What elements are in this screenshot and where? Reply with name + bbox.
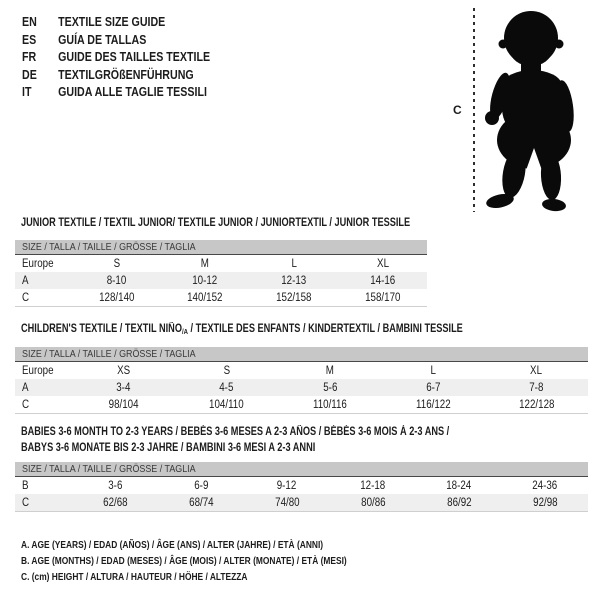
- table-cell: 3-6: [107, 479, 123, 492]
- table-cell: 122/128: [518, 398, 555, 411]
- table-cell: A: [22, 381, 29, 394]
- table-cell: 152/158: [276, 291, 312, 304]
- table-cell: 18-24: [446, 479, 472, 492]
- table-cell: 8-10: [106, 274, 127, 287]
- size-header-bar: [15, 347, 588, 362]
- table-cell: XL: [376, 257, 389, 270]
- size-header-bar: [15, 240, 427, 255]
- table-cell: 86/92: [446, 496, 472, 509]
- table-cell: 10-12: [192, 274, 218, 287]
- table-cell: C: [22, 291, 30, 304]
- babies-heading-line1: BABIES 3-6 MONTH TO 2-3 YEARS / BEBÉS 3-6 MESES A 2-3 AÑOS / BÉBÉS 3-6 MOIS À 2-3 ANS /: [21, 426, 450, 438]
- language-code: FR: [22, 49, 37, 65]
- table-cell: Europe: [22, 364, 54, 377]
- table-row: [15, 494, 588, 511]
- table-cell: XS: [117, 364, 131, 377]
- table-cell: 116/122: [415, 398, 451, 411]
- table-cell: 24-36: [532, 479, 558, 492]
- table-cell: M: [325, 364, 335, 377]
- size-header-bar: [15, 462, 588, 477]
- table-cell: 6-7: [426, 381, 441, 394]
- size-header-label: SIZE / TALLA / TAILLE / GRÖSSE / TAGLIA: [22, 348, 196, 360]
- language-row: [22, 31, 210, 49]
- table-cell: 12-13: [281, 274, 307, 287]
- table-row: [15, 255, 427, 272]
- table-cell: XL: [530, 364, 543, 377]
- table-cell: 104/110: [209, 398, 245, 411]
- table-cell: 98/104: [108, 398, 139, 411]
- babies-size-table: [15, 462, 588, 512]
- language-title: GUÍA DE TALLAS: [58, 31, 147, 47]
- table-row: [15, 396, 588, 413]
- table-cell: 3-4: [116, 381, 131, 394]
- language-code: EN: [22, 14, 37, 29]
- table-cell: 80/86: [360, 496, 386, 509]
- language-row: [22, 83, 210, 101]
- table-row: [15, 379, 588, 396]
- table-cell: S: [113, 257, 120, 270]
- table-cell: 68/74: [188, 496, 214, 509]
- table-cell: 110/116: [313, 398, 347, 411]
- figure-c-label: C: [453, 103, 462, 117]
- language-code: IT: [22, 84, 32, 100]
- table-row: [15, 477, 588, 494]
- footnote-a: A. AGE (YEARS) / EDAD (AÑOS) / ÂGE (ANS) / ALTER (JAHRE) / ETÀ (ANNI): [21, 539, 324, 551]
- table-cell: 128/140: [98, 291, 135, 304]
- language-title: TEXTILGRÖßENFÜHRUNG: [58, 66, 194, 82]
- children-heading: CHILDREN'S TEXTILE / TEXTIL $NIÑO_{/A}$ / TEXTILE DES ENFANTS / KINDERTEXTIL / BAMBINI TESSILE: [21, 323, 463, 336]
- table-cell: M: [201, 257, 210, 270]
- language-title: TEXTILE SIZE GUIDE: [58, 14, 166, 29]
- table-cell: 14-16: [370, 274, 396, 287]
- table-cell: L: [430, 364, 436, 377]
- junior-heading: JUNIOR TEXTILE / TEXTIL JUNIOR/ TEXTILE JUNIOR / JUNIORTEXTIL / JUNIOR TESSILE: [21, 217, 411, 229]
- table-row: [15, 362, 588, 379]
- language-title: GUIDA ALLE TAGLIE TESSILI: [58, 84, 207, 100]
- children-size-table: [15, 347, 588, 414]
- table-row: [15, 272, 427, 289]
- table-cell: S: [223, 364, 231, 377]
- table-cell: 62/68: [102, 496, 128, 509]
- language-list: [22, 13, 251, 101]
- footnote-b: B. AGE (MONTHS) / EDAD (MESES) / ÂGE (MOIS) / ALTER (MONATE) / ETÀ (MESI): [21, 555, 347, 567]
- table-cell: 158/170: [364, 291, 401, 304]
- language-row: [22, 13, 210, 31]
- table-cell: 6-9: [193, 479, 209, 492]
- table-cell: 5-6: [322, 381, 338, 394]
- language-code: ES: [22, 31, 37, 47]
- table-cell: 4-5: [219, 381, 234, 394]
- size-header-label: SIZE / TALLA / TAILLE / GRÖSSE / TAGLIA: [22, 241, 196, 253]
- table-cell: Europe: [22, 257, 54, 270]
- table-cell: C: [22, 496, 30, 509]
- table-cell: A: [22, 274, 29, 287]
- table-cell: C: [22, 398, 30, 411]
- junior-size-table: [15, 240, 427, 307]
- table-cell: 140/152: [187, 291, 223, 304]
- table-cell: 12-18: [360, 479, 386, 492]
- table-cell: 92/98: [532, 496, 558, 509]
- language-title: GUIDE DES TAILLES TEXTILE: [58, 49, 211, 65]
- height-dotted-line: [473, 8, 475, 212]
- language-row: [22, 66, 210, 84]
- table-cell: 9-12: [277, 479, 297, 492]
- footnotes: [21, 537, 428, 585]
- size-header-label: SIZE / TALLA / TAILLE / GRÖSSE / TAGLIA: [22, 463, 196, 475]
- table-row: [15, 289, 427, 306]
- language-row: [22, 48, 210, 66]
- table-cell: B: [22, 479, 29, 492]
- footnote-c: C. (cm) HEIGHT / ALTURA / HAUTEUR / HÖHE / ALTEZZA: [21, 571, 248, 583]
- babies-heading-line2: BABYS 3-6 MONATE BIS 2-3 JAHRE / BAMBINI 3-6 MESI A 2-3 ANNI: [21, 442, 316, 454]
- table-cell: L: [291, 257, 297, 270]
- language-code: DE: [22, 66, 37, 82]
- table-cell: 74/80: [274, 496, 300, 509]
- table-cell: 7-8: [529, 381, 544, 394]
- children-heading-subscript: /A: [181, 327, 188, 336]
- baby-silhouette-icon: [478, 8, 590, 214]
